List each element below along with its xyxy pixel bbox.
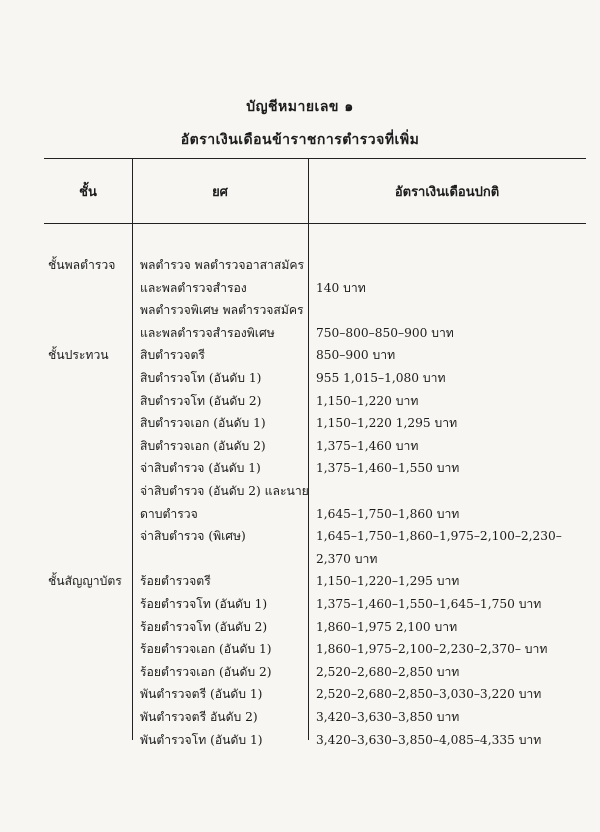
rate-cell: 1,375–1,460 บาท — [316, 438, 419, 453]
rate-cell: 1,375–1,460–1,550–1,645–1,750 บาท — [316, 597, 542, 611]
title-cell: พันตำรวจตรี (อันดับ 1) — [140, 687, 263, 702]
table-row — [0, 525, 600, 547]
table-row — [0, 638, 600, 660]
rate-cell: 850–900 บาท — [316, 348, 396, 363]
title-cell: จ่าสิบตำรวจ (อันดับ 1) — [140, 461, 261, 476]
title-cell: ร้อยตำรวจตรี — [140, 574, 211, 589]
table-row — [0, 277, 600, 299]
title-cell: และพลตำรวจสำรองพิเศษ — [140, 325, 275, 340]
rate-cell: 3,420–3,630–3,850–4,085–4,335 บาท — [316, 732, 542, 747]
table-row — [0, 503, 600, 525]
title-cell: สิบตำรวจโท (อันดับ 2) — [140, 393, 262, 408]
table-row — [0, 480, 600, 502]
table-row — [0, 367, 600, 389]
table-row — [0, 254, 600, 276]
rate-cell: 3,420–3,630–3,850 บาท — [316, 710, 460, 724]
title-cell: สิบตำรวจโท (อันดับ 1) — [140, 371, 262, 385]
title-cell: สิบตำรวจเอก (อันดับ 1) — [140, 416, 266, 431]
title-cell: ร้อยตำรวจโท (อันดับ 2) — [140, 619, 268, 634]
rate-cell: 750–800–850–900 บาท — [316, 325, 454, 340]
table-header-rule — [44, 223, 586, 224]
rank-cell: ชั้นพลตำรวจ — [48, 258, 116, 272]
header-rate: อัตราเงินเดือนปกติ — [394, 185, 500, 200]
table-row — [0, 570, 600, 592]
header-title: ยศ — [212, 185, 228, 200]
table-row — [0, 390, 600, 412]
title-cell: ร้อยตำรวจโท (อันดับ 1) — [140, 597, 268, 611]
rate-cell: 1,860–1,975–2,100–2,230–2,370– บาท — [316, 642, 548, 657]
table-row — [0, 457, 600, 479]
title-cell: พลตำรวจ พลตำรวจอาสาสมัคร — [140, 258, 305, 272]
table-row — [0, 344, 600, 366]
title-cell: ร้อยตำรวจเอก (อันดับ 1) — [140, 642, 272, 657]
rate-cell: 955 1,015–1,080 บาท — [316, 371, 446, 385]
table-row — [0, 593, 600, 615]
document-subtitle: อัตราเงินเดือนข้าราชการตำรวจที่เพิ่ม — [180, 132, 420, 148]
title-cell: พันตำรวจโท (อันดับ 1) — [140, 732, 263, 747]
rate-cell: 1,860–1,975 2,100 บาท — [316, 619, 458, 634]
title-cell: พลตำรวจพิเศษ พลตำรวจสมัคร — [140, 303, 304, 318]
rate-cell: 2,520–2,680–2,850 บาท — [316, 664, 460, 679]
rank-cell: ชั้นสัญญาบัตร — [48, 574, 122, 589]
title-cell: และพลตำรวจสำรอง — [140, 280, 247, 295]
rate-cell: 2,520–2,680–2,850–3,030–3,220 บาท — [316, 687, 542, 702]
rank-cell: ชั้นประทวน — [48, 348, 109, 363]
title-cell: จ่าสิบตำรวจ (อันดับ 2) และนาย — [140, 484, 309, 498]
table-row — [0, 706, 600, 728]
rate-cell: 140 บาท — [316, 280, 366, 295]
title-cell: จ่าสิบตำรวจ (พิเศษ) — [140, 529, 246, 544]
table-row — [0, 548, 600, 570]
table-row — [0, 412, 600, 434]
rate-cell: 1,645–1,750–1,860 บาท — [316, 506, 460, 521]
table-row — [0, 729, 600, 751]
document-title: บัญชีหมายเลข ๑ — [246, 99, 354, 115]
rate-cell: 1,150–1,220–1,295 บาท — [316, 574, 460, 589]
table-row — [0, 435, 600, 457]
title-cell: ดาบตำรวจ — [140, 506, 198, 521]
title-cell: สิบตำรวจเอก (อันดับ 2) — [140, 438, 266, 453]
rate-cell: 2,370 บาท — [316, 551, 378, 566]
title-cell: สิบตำรวจตรี — [140, 348, 205, 363]
title-cell: ร้อยตำรวจเอก (อันดับ 2) — [140, 664, 272, 679]
table-row — [0, 683, 600, 705]
rate-cell: 1,150–1,220 1,295 บาท — [316, 416, 458, 431]
rate-cell: 1,645–1,750–1,860–1,975–2,100–2,230– — [316, 529, 562, 544]
title-cell: พันตำรวจตรี อันดับ 2) — [140, 710, 258, 724]
rate-cell: 1,375–1,460–1,550 บาท — [316, 461, 460, 476]
header-rank: ชั้น — [79, 185, 97, 200]
rate-cell: 1,150–1,220 บาท — [316, 393, 419, 408]
table-row — [0, 661, 600, 683]
table-row — [0, 322, 600, 344]
table-row — [0, 616, 600, 638]
table-row — [0, 299, 600, 321]
table-top-rule — [44, 158, 586, 159]
